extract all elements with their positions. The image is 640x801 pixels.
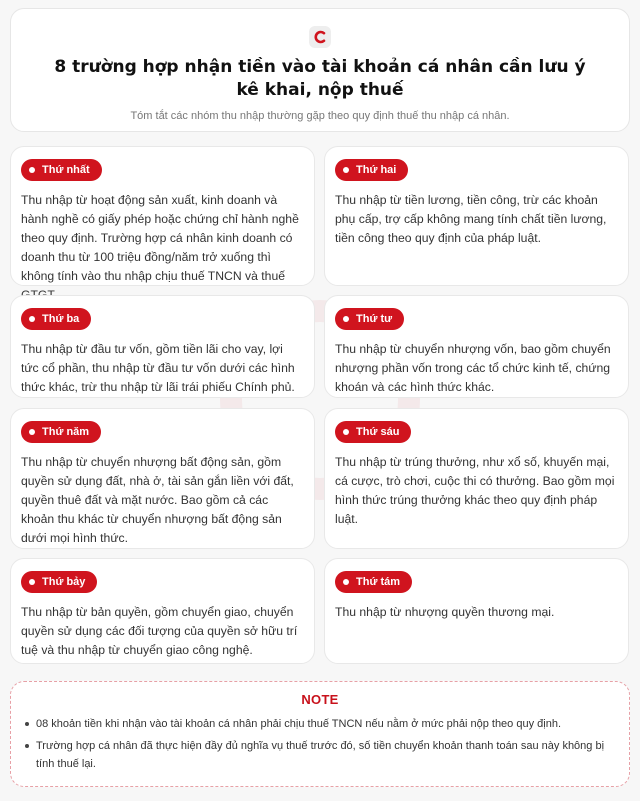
page-title: 8 trường hợp nhận tiền vào tài khoản cá nhân cần lưu ý kê khai, nộp thuế bbox=[54, 57, 586, 100]
card-text: Thu nhập từ trúng thưởng, như xổ số, khuyến mại, cá cược, trò chơi, cuộc thi có thưởng. Bao gồm mọi hình thức trúng thưởng khác theo quy định pháp luật. bbox=[335, 455, 615, 526]
dot-icon bbox=[29, 579, 35, 585]
dot-icon bbox=[29, 316, 35, 322]
note-item: 08 khoản tiền khi nhận vào tài khoản cá nhân phải chịu thuế TNCN nếu nằm ở mức phải nộp theo quy định. bbox=[25, 715, 615, 733]
income-card-5 bbox=[10, 408, 315, 549]
income-card-8 bbox=[324, 558, 629, 664]
dot-icon bbox=[343, 316, 349, 322]
card-badge-label: Thứ sáu bbox=[356, 426, 400, 438]
card-badge-label: Thứ năm bbox=[42, 426, 90, 438]
dot-icon bbox=[343, 429, 349, 435]
card-badge bbox=[335, 308, 404, 330]
card-text: Thu nhập từ đầu tư vốn, gồm tiền lãi cho vay, lợi tức cổ phần, thu nhập từ đầu tư vốn dưới các hình thức khác, trừ thu nhập từ lãi trái phiếu Chính phủ. bbox=[21, 342, 295, 394]
card-badge-label: Thứ bảy bbox=[42, 576, 86, 588]
card-badge bbox=[335, 421, 411, 443]
card-badge-label: Thứ hai bbox=[356, 164, 397, 176]
card-badge-label: Thứ tư bbox=[356, 313, 393, 325]
card-badge bbox=[21, 421, 101, 443]
note-box bbox=[10, 681, 630, 787]
card-text: Thu nhập từ chuyển nhượng vốn, bao gồm chuyển nhượng phần vốn trong các tổ chức kinh tế, chứng khoán và các hình thức khác. bbox=[335, 342, 611, 394]
income-card-6 bbox=[324, 408, 629, 549]
income-card-7 bbox=[10, 558, 315, 664]
income-card-3 bbox=[10, 295, 315, 398]
page-subtitle: Tóm tắt các nhóm thu nhập thường gặp theo quy định thuế thu nhập cá nhân. bbox=[130, 110, 510, 122]
dot-icon bbox=[343, 579, 349, 585]
header-card bbox=[10, 8, 630, 132]
card-badge bbox=[335, 159, 408, 181]
card-badge-label: Thứ tám bbox=[356, 576, 401, 588]
income-card-4 bbox=[324, 295, 629, 398]
note-item: Trường hợp cá nhân đã thực hiện đầy đủ nghĩa vụ thuế trước đó, số tiền chuyển khoản thanh toán sau này không bị tính thuế lại. bbox=[25, 737, 615, 773]
card-badge bbox=[21, 571, 97, 593]
card-text: Thu nhập từ tiền lương, tiền công, trừ các khoản phụ cấp, trợ cấp không mang tính chất tiền lương, tiền công theo quy định của pháp luật. bbox=[335, 193, 607, 245]
note-list bbox=[25, 715, 615, 773]
income-card-1 bbox=[10, 146, 315, 286]
card-badge-label: Thứ ba bbox=[42, 313, 80, 325]
dot-icon bbox=[29, 167, 35, 173]
card-text: Thu nhập từ hoạt động sản xuất, kinh doanh và hành nghề có giấy phép hoặc chứng chỉ hành nghề theo quy định. Trường hợp cá nhân kinh doanh có doanh thu từ 100 triệu đồng/năm trở xuống thì không tính vào thu nhập chịu thuế TNCN và thuế bbox=[21, 193, 299, 283]
card-text: Thu nhập từ bản quyền, gồm chuyển giao, chuyển quyền sử dụng các đối tượng của quyền sở hữu trí tuệ và thu nhập từ chuyển giao công nghệ. bbox=[21, 605, 298, 657]
card-badge-label: Thứ nhất bbox=[42, 164, 90, 176]
dot-icon bbox=[343, 167, 349, 173]
card-badge bbox=[335, 571, 412, 593]
card-badge bbox=[21, 159, 102, 181]
c-logo-icon bbox=[309, 26, 331, 48]
income-card-2 bbox=[324, 146, 629, 286]
note-title: NOTE bbox=[301, 692, 339, 707]
card-text: Thu nhập từ nhượng quyền thương mại. bbox=[335, 605, 555, 619]
card-text: Thu nhập từ chuyển nhượng bất động sản, gồm quyền sử dụng đất, nhà ở, tài sản gắn liền với đất, quyền thuê đất và mặt nước. Bao gồm cả các khoản thu khác từ chuyển nhượng bất động sản dưới mọi hình thức. bbox=[21, 455, 294, 545]
card-badge bbox=[21, 308, 91, 330]
dot-icon bbox=[29, 429, 35, 435]
